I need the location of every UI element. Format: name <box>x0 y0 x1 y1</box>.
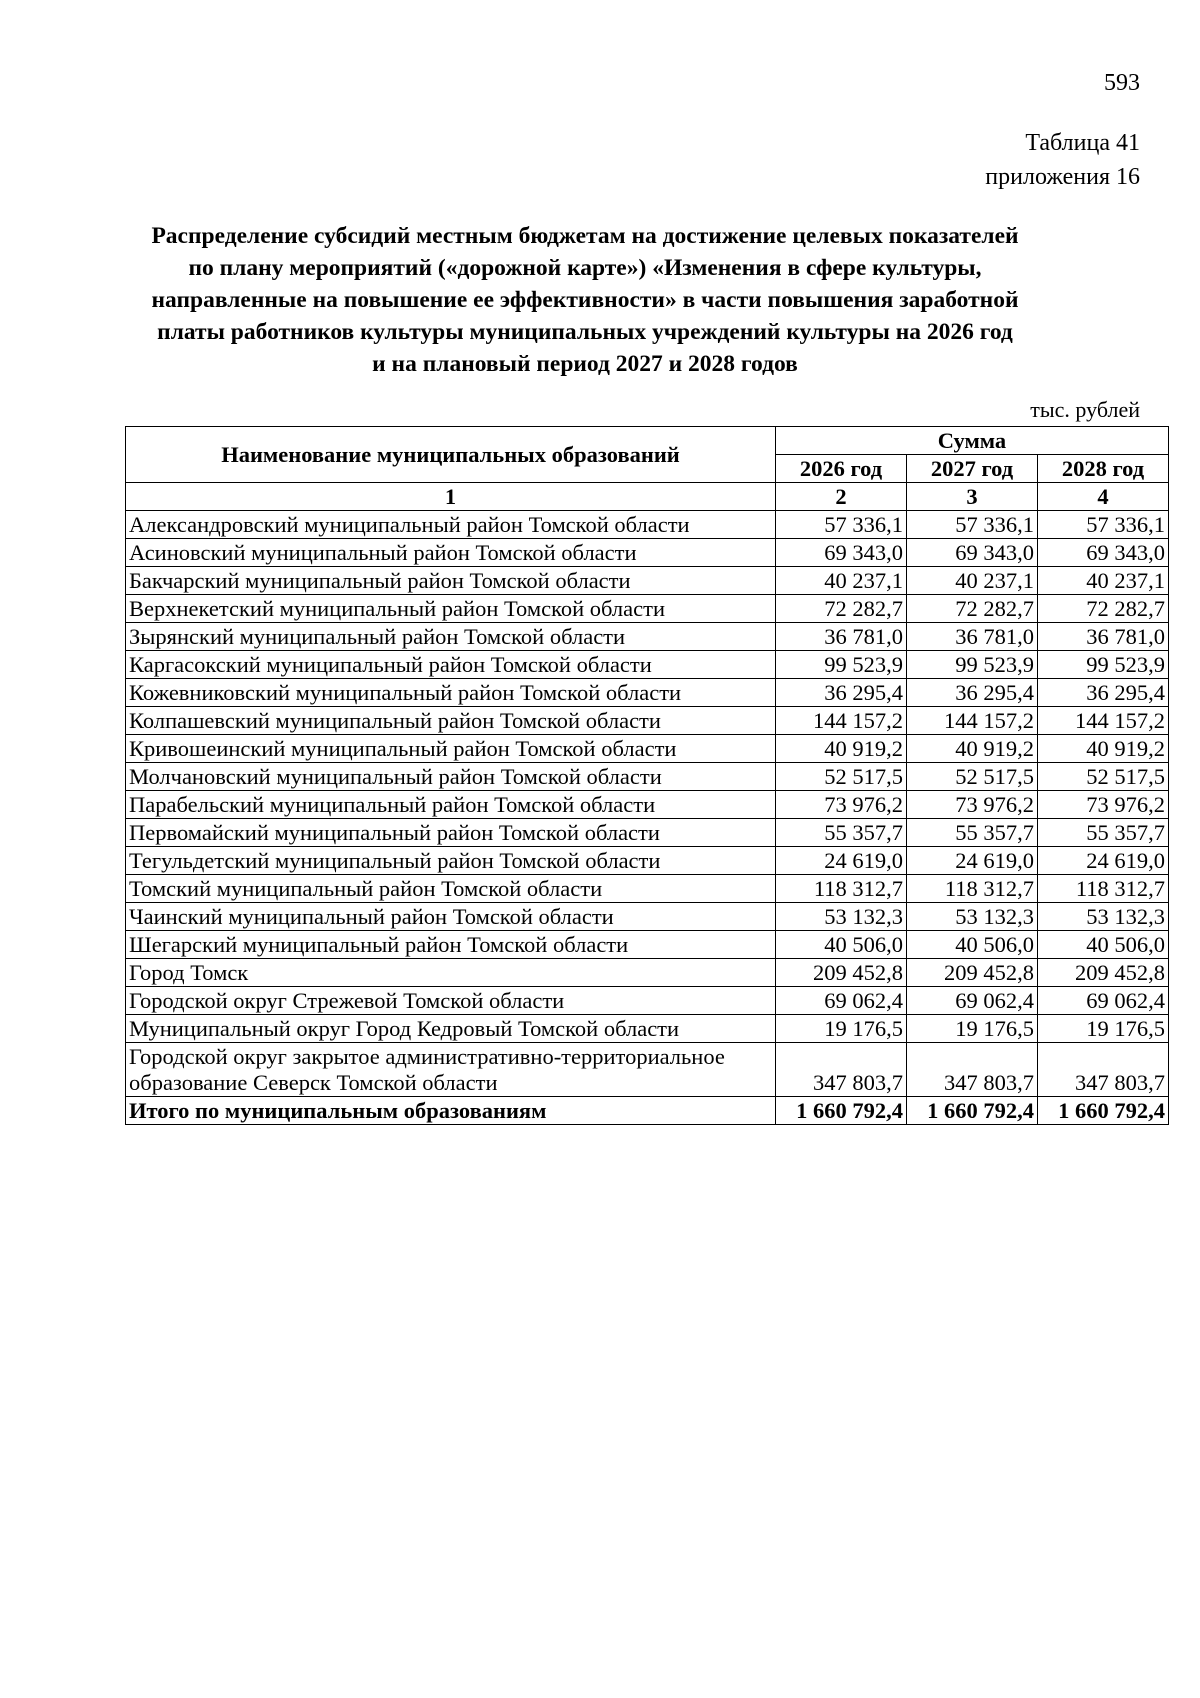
table-row <box>126 735 1169 763</box>
amount-2027: 57 336,1 <box>907 511 1038 539</box>
amount-2026: 36 295,4 <box>776 679 907 707</box>
municipality-name: Александровский муниципальный район Томской области <box>126 511 776 539</box>
amount-2028: 24 619,0 <box>1038 847 1169 875</box>
municipality-name: Первомайский муниципальный район Томской области <box>126 819 776 847</box>
municipality-name: Каргасокский муниципальный район Томской области <box>126 651 776 679</box>
amount-2027: 19 176,5 <box>907 1015 1038 1043</box>
table-row <box>126 511 1169 539</box>
amount-2027: 24 619,0 <box>907 847 1038 875</box>
municipality-name: Бакчарский муниципальный район Томской области <box>126 567 776 595</box>
amount-2027: 73 976,2 <box>907 791 1038 819</box>
amount-2027: 347 803,7 <box>907 1043 1038 1097</box>
total-label: Итого по муниципальным образованиям <box>126 1097 776 1125</box>
amount-2026: 55 357,7 <box>776 819 907 847</box>
title-line: по плану мероприятий («дорожной карте») «Изменения в сфере культуры, <box>188 255 982 281</box>
column-number: 2 <box>776 483 907 511</box>
amount-2028: 36 295,4 <box>1038 679 1169 707</box>
caption-line-2: приложения 16 <box>985 164 1140 190</box>
municipality-name: Город Томск <box>126 959 776 987</box>
amount-2028: 55 357,7 <box>1038 819 1169 847</box>
amount-2027: 69 062,4 <box>907 987 1038 1015</box>
header-row <box>126 427 1169 455</box>
header-name: Наименование муниципальных образований <box>126 427 776 483</box>
amount-2027: 53 132,3 <box>907 903 1038 931</box>
total-2027: 1 660 792,4 <box>907 1097 1038 1125</box>
amount-2027: 72 282,7 <box>907 595 1038 623</box>
table-row <box>126 651 1169 679</box>
table-row <box>126 819 1169 847</box>
municipality-name: Парабельский муниципальный район Томской области <box>126 791 776 819</box>
municipality-name: Колпашевский муниципальный район Томской области <box>126 707 776 735</box>
table-row <box>126 707 1169 735</box>
table-row <box>126 567 1169 595</box>
table-row <box>126 1015 1169 1043</box>
header-year-2026: 2026 год <box>776 455 907 483</box>
municipality-name: Асиновский муниципальный район Томской области <box>126 539 776 567</box>
municipality-name: Кожевниковский муниципальный район Томской области <box>126 679 776 707</box>
amount-2027: 36 781,0 <box>907 623 1038 651</box>
municipality-name: Томский муниципальный район Томской области <box>126 875 776 903</box>
document-title <box>110 220 1060 380</box>
municipality-name: Кривошеинский муниципальный район Томской области <box>126 735 776 763</box>
amount-2026: 36 781,0 <box>776 623 907 651</box>
units-label: тыс. рублей <box>1030 397 1140 422</box>
column-number: 3 <box>907 483 1038 511</box>
amount-2028: 99 523,9 <box>1038 651 1169 679</box>
table-row <box>126 903 1169 931</box>
amount-2028: 209 452,8 <box>1038 959 1169 987</box>
amount-2026: 53 132,3 <box>776 903 907 931</box>
amount-2028: 40 237,1 <box>1038 567 1169 595</box>
municipality-name: Зырянский муниципальный район Томской области <box>126 623 776 651</box>
table-row <box>126 623 1169 651</box>
table-row <box>126 959 1169 987</box>
table-row <box>126 1043 1169 1097</box>
municipality-name: Тегульдетский муниципальный район Томской области <box>126 847 776 875</box>
municipality-name: Муниципальный округ Город Кедровый Томской области <box>126 1015 776 1043</box>
amount-2028: 40 919,2 <box>1038 735 1169 763</box>
column-number: 1 <box>126 483 776 511</box>
amount-2028: 144 157,2 <box>1038 707 1169 735</box>
amount-2027: 99 523,9 <box>907 651 1038 679</box>
municipality-name: Молчановский муниципальный район Томской области <box>126 763 776 791</box>
table-row <box>126 791 1169 819</box>
amount-2027: 40 237,1 <box>907 567 1038 595</box>
amount-2028: 40 506,0 <box>1038 931 1169 959</box>
amount-2027: 209 452,8 <box>907 959 1038 987</box>
amount-2026: 209 452,8 <box>776 959 907 987</box>
amount-2027: 36 295,4 <box>907 679 1038 707</box>
amount-2026: 144 157,2 <box>776 707 907 735</box>
title-line: и на плановый период 2027 и 2028 годов <box>372 351 798 377</box>
subsidy-table <box>125 426 1169 1125</box>
municipality-name: Верхнекетский муниципальный район Томской области <box>126 595 776 623</box>
amount-2028: 52 517,5 <box>1038 763 1169 791</box>
municipality-name: Чаинский муниципальный район Томской области <box>126 903 776 931</box>
amount-2028: 118 312,7 <box>1038 875 1169 903</box>
table-caption <box>985 126 1140 194</box>
amount-2028: 73 976,2 <box>1038 791 1169 819</box>
amount-2026: 40 237,1 <box>776 567 907 595</box>
amount-2026: 347 803,7 <box>776 1043 907 1097</box>
header-sum: Сумма <box>776 427 1169 455</box>
amount-2026: 99 523,9 <box>776 651 907 679</box>
amount-2026: 19 176,5 <box>776 1015 907 1043</box>
amount-2028: 19 176,5 <box>1038 1015 1169 1043</box>
title-line: Распределение субсидий местным бюджетам на достижение целевых показателей <box>151 223 1019 249</box>
amount-2026: 57 336,1 <box>776 511 907 539</box>
table-row <box>126 875 1169 903</box>
amount-2027: 40 506,0 <box>907 931 1038 959</box>
municipality-name: Шегарский муниципальный район Томской области <box>126 931 776 959</box>
amount-2027: 52 517,5 <box>907 763 1038 791</box>
total-2026: 1 660 792,4 <box>776 1097 907 1125</box>
amount-2028: 347 803,7 <box>1038 1043 1169 1097</box>
amount-2026: 69 062,4 <box>776 987 907 1015</box>
amount-2028: 72 282,7 <box>1038 595 1169 623</box>
table-row <box>126 763 1169 791</box>
total-row <box>126 1097 1169 1125</box>
table-row <box>126 931 1169 959</box>
amount-2026: 73 976,2 <box>776 791 907 819</box>
table-row <box>126 987 1169 1015</box>
header-year-2028: 2028 год <box>1038 455 1169 483</box>
table-body <box>126 511 1169 1097</box>
amount-2027: 40 919,2 <box>907 735 1038 763</box>
amount-2026: 72 282,7 <box>776 595 907 623</box>
table-row <box>126 539 1169 567</box>
municipality-name: Городской округ закрытое административно-территориальное образование Северск Томской области <box>126 1043 776 1097</box>
amount-2027: 69 343,0 <box>907 539 1038 567</box>
amount-2026: 52 517,5 <box>776 763 907 791</box>
caption-line-1: Таблица 41 <box>1025 130 1140 156</box>
amount-2028: 69 343,0 <box>1038 539 1169 567</box>
column-number: 4 <box>1038 483 1169 511</box>
amount-2028: 53 132,3 <box>1038 903 1169 931</box>
amount-2028: 57 336,1 <box>1038 511 1169 539</box>
amount-2027: 118 312,7 <box>907 875 1038 903</box>
title-line: платы работников культуры муниципальных учреждений культуры на 2026 год <box>157 319 1013 345</box>
table-row <box>126 595 1169 623</box>
table-row <box>126 679 1169 707</box>
amount-2028: 36 781,0 <box>1038 623 1169 651</box>
page-number: 593 <box>1104 70 1140 96</box>
amount-2026: 40 919,2 <box>776 735 907 763</box>
amount-2026: 118 312,7 <box>776 875 907 903</box>
amount-2026: 40 506,0 <box>776 931 907 959</box>
table-row <box>126 847 1169 875</box>
municipality-name: Городской округ Стрежевой Томской области <box>126 987 776 1015</box>
amount-2026: 24 619,0 <box>776 847 907 875</box>
header-year-2027: 2027 год <box>907 455 1038 483</box>
total-2028: 1 660 792,4 <box>1038 1097 1169 1125</box>
title-line: направленные на повышение ее эффективности» в части повышения заработной <box>151 287 1019 313</box>
column-numbers-row <box>126 483 1169 511</box>
amount-2027: 55 357,7 <box>907 819 1038 847</box>
amount-2028: 69 062,4 <box>1038 987 1169 1015</box>
amount-2026: 69 343,0 <box>776 539 907 567</box>
amount-2027: 144 157,2 <box>907 707 1038 735</box>
